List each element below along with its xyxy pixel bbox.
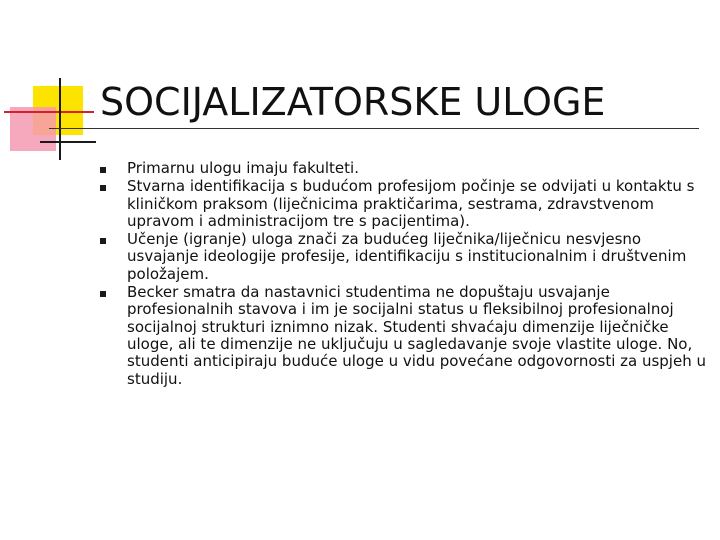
bullet-square-icon <box>100 291 106 297</box>
logo-red-line <box>4 111 94 113</box>
bullet-list <box>110 160 710 388</box>
bullet-text: Becker smatra da nastavnici studentima ne dopuštaju usvajanje profesionalnih stavova i im je socijalni status u fleksibilnoj profesionalnoj socijalnoj strukturi iznimno nizak. Studenti shvaćaju dimenzije liječničke uloge, ali te dimenzije ne uključuju u sagledavanje svoje vlastite uloge. No, studenti anticipiraju buduće uloge u vidu povećane odgovornosti za uspjeh u studiju. <box>127 283 706 388</box>
title-divider <box>49 128 699 129</box>
slide-title: SOCIJALIZATORSKE ULOGE <box>100 80 606 124</box>
bullet-text: Primarnu ulogu imaju fakulteti. <box>127 159 359 177</box>
bullet-square-icon <box>100 185 106 191</box>
logo-pink-square <box>10 107 56 151</box>
bullet-square-icon <box>100 167 106 173</box>
bullet-item <box>110 231 710 283</box>
bullet-item <box>110 160 710 177</box>
logo-vertical-line <box>59 78 61 160</box>
bullet-square-icon <box>100 238 106 244</box>
logo-dark-line <box>40 141 96 143</box>
bullet-item <box>110 178 710 230</box>
bullet-item <box>110 284 710 388</box>
bullet-text: Stvarna identifikacija s budućom profesijom počinje se odvijati u kontaktu s kliničkom praksom (liječnicima praktičarima, sestrama, zdravstvenom upravom i administracijom tre s pacijentima). <box>127 177 695 230</box>
bullet-text: Učenje (igranje) uloga znači za budućeg liječnika/liječnicu nesvjesno usvajanje ideologije profesije, identifikaciju s institucionalnim i društvenim položajem. <box>127 230 687 283</box>
